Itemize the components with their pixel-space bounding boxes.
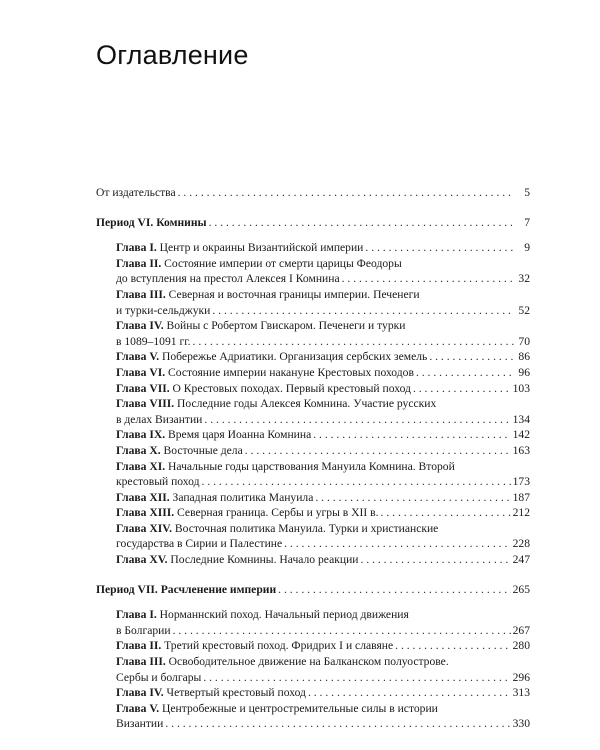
dot-leader xyxy=(416,365,514,381)
dot-leader xyxy=(381,505,511,521)
dot-leader xyxy=(212,303,514,319)
toc-chapter[interactable] xyxy=(96,638,530,654)
dot-leader xyxy=(365,240,514,256)
toc-entry-title: Центр и окраины Византийской империи xyxy=(159,241,364,255)
toc-line xyxy=(96,412,530,428)
dot-leader xyxy=(193,334,514,350)
toc-line xyxy=(96,185,530,201)
toc-chapter[interactable] xyxy=(96,521,530,552)
page-number: 7 xyxy=(524,215,530,229)
toc-entry-title: О Крестовых походах. Первый крестовый поход xyxy=(172,381,411,395)
toc-chapter[interactable] xyxy=(96,256,530,287)
section-gap xyxy=(96,230,530,240)
toc-entry-title: Войны с Робертом Гвискаром. Печенеги и турки xyxy=(166,319,406,333)
chapter-label: Глава IV. xyxy=(116,319,164,333)
chapter-label: Глава V. xyxy=(116,350,160,364)
toc-chapter[interactable] xyxy=(96,654,530,685)
toc-line xyxy=(96,536,530,552)
chapter-label: Глава III. xyxy=(116,655,166,669)
toc-line xyxy=(96,505,530,521)
page-number: 32 xyxy=(518,272,530,286)
toc-line xyxy=(96,654,530,670)
toc-chapter[interactable] xyxy=(96,396,530,427)
page-number: 265 xyxy=(512,582,530,596)
toc-entry-text xyxy=(116,240,363,256)
toc-chapter[interactable] xyxy=(96,552,530,568)
toc-entry-title: Период VII. Расчленение империи xyxy=(96,582,277,596)
toc-chapter[interactable] xyxy=(96,427,530,443)
toc-entry-text xyxy=(116,381,411,397)
chapter-label: Глава III. xyxy=(116,287,166,301)
section-gap xyxy=(96,201,530,215)
toc-entry-title: Освободительное движение на Балканском полуострове. xyxy=(168,655,449,669)
toc-line xyxy=(96,381,530,397)
toc-entry-text xyxy=(116,427,311,443)
toc-entry-title: От издательства xyxy=(96,186,176,199)
toc-chapter[interactable] xyxy=(96,443,530,459)
toc-line xyxy=(96,474,530,490)
toc-line xyxy=(96,303,530,319)
toc-line xyxy=(96,701,530,717)
dot-leader xyxy=(165,716,510,732)
page-number: 163 xyxy=(512,443,530,457)
toc-line xyxy=(96,638,530,654)
dot-leader xyxy=(203,670,510,686)
toc-line xyxy=(96,685,530,701)
toc-entry-text xyxy=(96,215,207,231)
toc-entry-text xyxy=(96,582,276,598)
chapter-label: Глава II. xyxy=(116,639,162,653)
toc-entry-text xyxy=(116,303,210,319)
toc-entry-text xyxy=(116,623,171,639)
toc-entry-text xyxy=(116,412,202,428)
page-number: 142 xyxy=(512,428,530,442)
toc-entry-title: в Болгарии xyxy=(116,623,171,637)
toc-entry-text xyxy=(116,474,200,490)
toc-entry-text xyxy=(116,365,414,381)
toc-entry-text xyxy=(96,185,176,201)
chapter-label: Глава II. xyxy=(116,256,162,270)
page-number: 280 xyxy=(512,639,530,653)
toc-entry-title: крестовый поход xyxy=(116,475,200,489)
toc-line xyxy=(96,623,530,639)
toc-entry-text xyxy=(116,536,282,552)
page-number: 296 xyxy=(512,670,530,684)
toc-entry-title: Четвертый крестовый поход xyxy=(166,686,306,700)
toc-entry-title: Восточная политика Мануила. Турки и христианские xyxy=(174,521,439,535)
page-number: 247 xyxy=(512,553,530,567)
toc-entry[interactable] xyxy=(96,185,530,201)
page-number: 96 xyxy=(518,365,530,379)
toc-entry-title: в делах Византии xyxy=(116,412,203,426)
toc-line xyxy=(96,215,530,231)
toc-entry-text xyxy=(116,505,379,521)
page-number: 134 xyxy=(512,412,530,426)
toc-entry-text xyxy=(116,443,243,459)
chapter-label: Глава XV. xyxy=(116,553,168,567)
toc-entry-title: до вступления на престол Алексея I Комнина xyxy=(116,272,340,286)
dot-leader xyxy=(178,185,514,201)
toc-line xyxy=(96,716,530,732)
toc-line xyxy=(96,490,530,506)
chapter-label: Глава XII. xyxy=(116,490,170,504)
dot-leader xyxy=(313,427,510,443)
toc-line xyxy=(96,607,530,623)
toc-line xyxy=(96,271,530,287)
toc-chapter[interactable] xyxy=(96,365,530,381)
toc-entry-title: Состояние империи накануне Крестовых походов xyxy=(168,365,414,379)
toc-chapter[interactable] xyxy=(96,505,530,521)
page-number: 103 xyxy=(512,381,530,395)
toc-chapter[interactable] xyxy=(96,459,530,490)
toc-chapter[interactable] xyxy=(96,607,530,638)
page-number: 9 xyxy=(524,241,530,255)
dot-leader xyxy=(202,474,511,490)
toc-line xyxy=(96,459,530,475)
chapter-label: Глава X. xyxy=(116,443,161,457)
toc-entry-text xyxy=(116,490,313,506)
page-number: 173 xyxy=(512,475,530,489)
toc-entry-title: и турки-сельджуки xyxy=(116,303,211,317)
dot-leader xyxy=(173,623,511,639)
chapter-label: Глава VI. xyxy=(116,365,166,379)
toc-line xyxy=(96,670,530,686)
toc-entry-title: государства в Сирии и Палестине xyxy=(116,537,283,551)
dot-leader xyxy=(278,582,510,598)
toc-entry-title: Последние годы Алексея Комнина. Участие русских xyxy=(177,397,437,411)
toc-entry-title: в 1089–1091 гг. xyxy=(116,334,191,348)
toc-entry-title: Восточные дела xyxy=(163,443,243,457)
toc-chapter[interactable] xyxy=(96,701,530,732)
toc-line xyxy=(96,521,530,537)
chapter-label: Глава VIII. xyxy=(116,397,175,411)
toc-line xyxy=(96,240,530,256)
toc-entry-text xyxy=(116,271,340,287)
chapter-label: Глава VII. xyxy=(116,381,170,395)
chapter-label: Глава IX. xyxy=(116,428,166,442)
toc-entry-title: Время царя Иоанна Комнина xyxy=(168,428,312,442)
toc-line xyxy=(96,318,530,334)
toc-chapter[interactable] xyxy=(96,381,530,397)
page-number: 5 xyxy=(524,186,530,199)
toc-chapter[interactable] xyxy=(96,685,530,701)
dot-leader xyxy=(429,349,514,365)
dot-leader xyxy=(413,381,511,397)
toc-period[interactable] xyxy=(96,582,530,598)
toc-entry-text xyxy=(116,334,191,350)
toc-entry-title: Последние Комнины. Начало реакции xyxy=(170,553,359,567)
page-number: 187 xyxy=(512,490,530,504)
dot-leader xyxy=(395,638,510,654)
toc-entry-title: Северная граница. Сербы и угры в XII в. xyxy=(177,506,379,520)
chapter-label: Глава XIV. xyxy=(116,521,172,535)
section-gap xyxy=(96,597,530,607)
chapter-label: Глава I. xyxy=(116,241,157,255)
chapter-label: Глава IV. xyxy=(116,686,164,700)
chapter-label: Глава V. xyxy=(116,701,160,715)
chapter-label: Глава XIII. xyxy=(116,506,175,520)
toc-line xyxy=(96,365,530,381)
toc-entry-text xyxy=(116,638,393,654)
dot-leader xyxy=(308,685,511,701)
toc-line xyxy=(96,287,530,303)
toc-chapter[interactable] xyxy=(96,349,530,365)
page-title: Оглавление xyxy=(96,40,249,70)
toc-entry-title: Побережье Адриатики. Организация сербских земель xyxy=(162,350,428,364)
page-number: 212 xyxy=(512,506,530,520)
page-number: 330 xyxy=(512,717,530,731)
dot-leader xyxy=(209,215,514,231)
toc-line xyxy=(96,427,530,443)
toc-line xyxy=(96,582,530,598)
page-number: 267 xyxy=(512,623,530,637)
table-of-contents xyxy=(96,185,530,732)
toc-line xyxy=(96,256,530,272)
chapter-label: Глава XI. xyxy=(116,459,166,473)
toc-entry-title: Норманнский поход. Начальный период движения xyxy=(159,608,409,622)
toc-line xyxy=(96,552,530,568)
chapter-label: Глава I. xyxy=(116,608,157,622)
toc-entry-text xyxy=(116,685,306,701)
dot-leader xyxy=(315,490,510,506)
toc-entry-title: Сербы и болгары xyxy=(116,670,202,684)
toc-chapter[interactable] xyxy=(96,490,530,506)
toc-line xyxy=(96,349,530,365)
toc-entry-text xyxy=(116,349,427,365)
toc-entry-title: Третий крестовый поход. Фридрих I и славяне xyxy=(164,639,394,653)
toc-entry-title: Состояние империи от смерти царицы Феодоры xyxy=(164,256,402,270)
toc-period[interactable] xyxy=(96,215,530,231)
toc-entry-text xyxy=(116,670,201,686)
dot-leader xyxy=(284,536,510,552)
toc-chapter[interactable] xyxy=(96,287,530,318)
page-number: 228 xyxy=(512,537,530,551)
page-number: 313 xyxy=(512,686,530,700)
toc-entry-title: Византии xyxy=(116,717,164,731)
dot-leader xyxy=(245,443,511,459)
toc-entry-text xyxy=(116,552,358,568)
toc-entry-title: Центробежные и центростремительные силы в истории xyxy=(162,701,438,715)
dot-leader xyxy=(342,271,514,287)
toc-entry-title: Начальные годы царствования Мануила Комнина. Второй xyxy=(168,459,455,473)
dot-leader xyxy=(360,552,510,568)
toc-entry-text xyxy=(116,716,163,732)
page-number: 86 xyxy=(518,350,530,364)
section-gap xyxy=(96,568,530,582)
page-number: 70 xyxy=(518,334,530,348)
dot-leader xyxy=(204,412,510,428)
toc-chapter[interactable] xyxy=(96,318,530,349)
toc-line xyxy=(96,443,530,459)
toc-entry-title: Северная и восточная границы империи. Печенеги xyxy=(168,287,420,301)
page-number: 52 xyxy=(518,303,530,317)
toc-line xyxy=(96,334,530,350)
toc-entry-title: Западная политика Мануила xyxy=(172,490,314,504)
toc-entry-title: Период VI. Комнины xyxy=(96,215,207,229)
toc-line xyxy=(96,396,530,412)
toc-chapter[interactable] xyxy=(96,240,530,256)
